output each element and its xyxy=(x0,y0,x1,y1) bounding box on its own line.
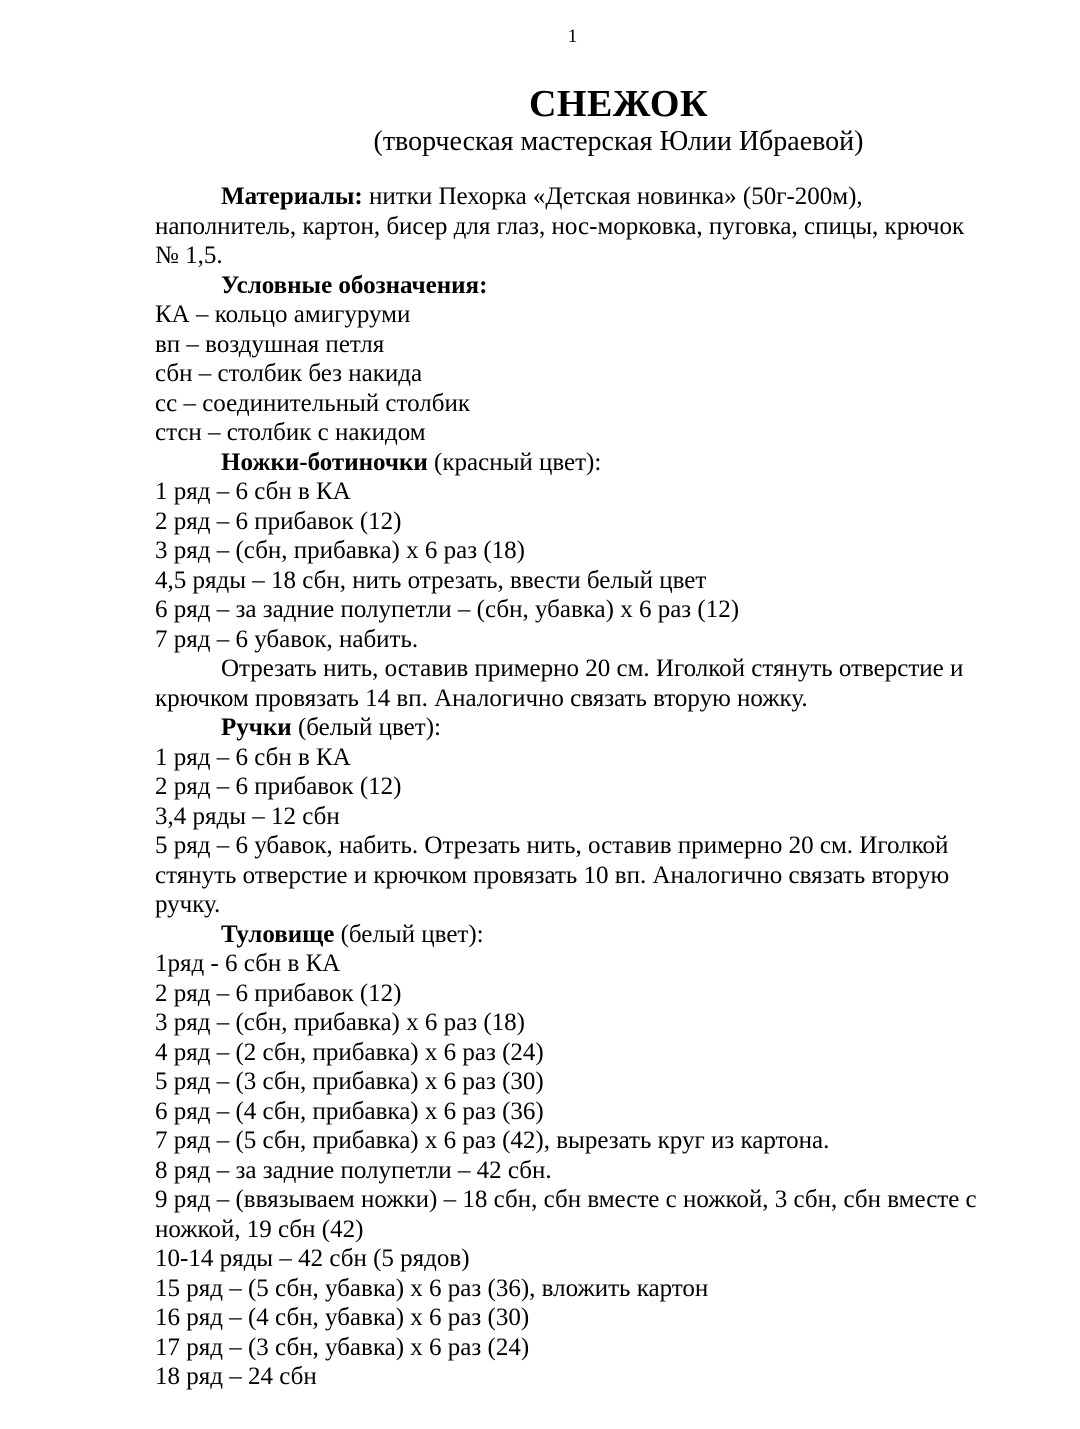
section-title: Туловище xyxy=(221,920,335,948)
legend-item: КА – кольцо амигуруми xyxy=(155,301,411,328)
page-number: 1 xyxy=(567,26,578,47)
pattern-row: 6 ряд – (4 сбн, прибавка) х 6 раз (36) xyxy=(155,1097,544,1125)
pattern-row: 10-14 ряды – 42 сбн (5 рядов) xyxy=(155,1245,470,1272)
pattern-row: 7 ряд – 6 убавок, набить. xyxy=(155,625,419,653)
section-title-suffix: (белый цвет): xyxy=(334,920,484,948)
pattern-row: 15 ряд – (5 сбн, убавка) х 6 раз (36), вложить картон xyxy=(155,1274,709,1302)
pattern-row: 2 ряд – 6 прибавок (12) xyxy=(155,507,402,535)
pattern-row: 3,4 ряды – 12 сбн xyxy=(155,802,340,830)
legend-item: стсн – столбик с накидом xyxy=(155,419,426,446)
pattern-row: 18 ряд – 24 сбн xyxy=(155,1363,317,1390)
section-heading-arms xyxy=(155,713,990,743)
pattern-row: 7 ряд – (5 сбн, прибавка) х 6 раз (42), вырезать круг из картона. xyxy=(155,1127,830,1154)
materials-label: Материалы: xyxy=(221,183,363,210)
legend-item: сс – соединительный столбик xyxy=(155,389,471,417)
section-heading-legs xyxy=(155,448,990,478)
pattern-row: 3 ряд – (сбн, прибавка) х 6 раз (18) xyxy=(155,537,525,564)
pattern-row: 4 ряд – (2 сбн, прибавка) х 6 раз (24) xyxy=(155,1038,544,1066)
doc-title: СНЕЖОК xyxy=(528,83,709,125)
doc-subtitle: (творческая мастерская Юлии Ибраевой) xyxy=(373,126,864,157)
pattern-row: 1 ряд – 6 сбн в КА xyxy=(155,743,351,771)
pattern-row: 9 ряд – (ввязываем ножки) – 18 сбн, сбн вместе с ножкой, 3 сбн, сбн вместе с ножкой, 19 сбн (42) xyxy=(155,1186,977,1243)
pattern-row: 3 ряд – (сбн, прибавка) х 6 раз (18) xyxy=(155,1009,525,1036)
document-content xyxy=(155,182,990,1392)
pattern-row: 8 ряд – за задние полупетли – 42 сбн. xyxy=(155,1156,552,1184)
pattern-row: 2 ряд – 6 прибавок (12) xyxy=(155,979,402,1007)
materials-paragraph xyxy=(155,182,990,271)
legend-item: сбн – столбик без накида xyxy=(155,360,423,387)
pattern-row: 16 ряд – (4 сбн, убавка) х 6 раз (30) xyxy=(155,1304,530,1331)
pattern-row: 4,5 ряды – 18 сбн, нить отрезать, ввести белый цвет xyxy=(155,566,707,594)
section-heading-body xyxy=(155,920,990,950)
section-note: Отрезать нить, оставив примерно 20 см. Иголкой стянуть отверстие и крючком провязать 14 вп. Аналогично связать вторую ножку. xyxy=(155,655,964,712)
section-title: Ножки-ботиночки xyxy=(221,448,428,476)
section-title: Ручки xyxy=(221,714,292,741)
pattern-row: 1ряд - 6 сбн в КА xyxy=(155,950,341,977)
title-block xyxy=(155,82,990,158)
pattern-row: 6 ряд – за задние полупетли – (сбн, убавка) х 6 раз (12) xyxy=(155,596,740,623)
pattern-row: 1 ряд – 6 сбн в КА xyxy=(155,478,351,505)
pattern-row: 17 ряд – (3 сбн, убавка) х 6 раз (24) xyxy=(155,1333,530,1361)
pattern-row: 5 ряд – (3 сбн, прибавка) х 6 раз (30) xyxy=(155,1068,544,1095)
legend-heading: Условные обозначения: xyxy=(221,271,488,299)
pattern-row: 2 ряд – 6 прибавок (12) xyxy=(155,773,402,800)
section-title-suffix: (красный цвет): xyxy=(427,448,602,476)
legend-item: вп – воздушная петля xyxy=(155,330,385,358)
pattern-row: 5 ряд – 6 убавок, набить. Отрезать нить, оставив примерно 20 см. Иголкой стянуть отверстие и крючком провязать 10 вп. Аналогично связать вторую ручку. xyxy=(155,832,950,918)
materials-text: нитки Пехорка «Детская новинка» (50г-200м), наполнитель, картон, бисер для глаз, нос-морковка, пуговка, спицы, крючок № 1,5. xyxy=(155,183,965,269)
section-title-suffix: (белый цвет): xyxy=(291,714,441,741)
